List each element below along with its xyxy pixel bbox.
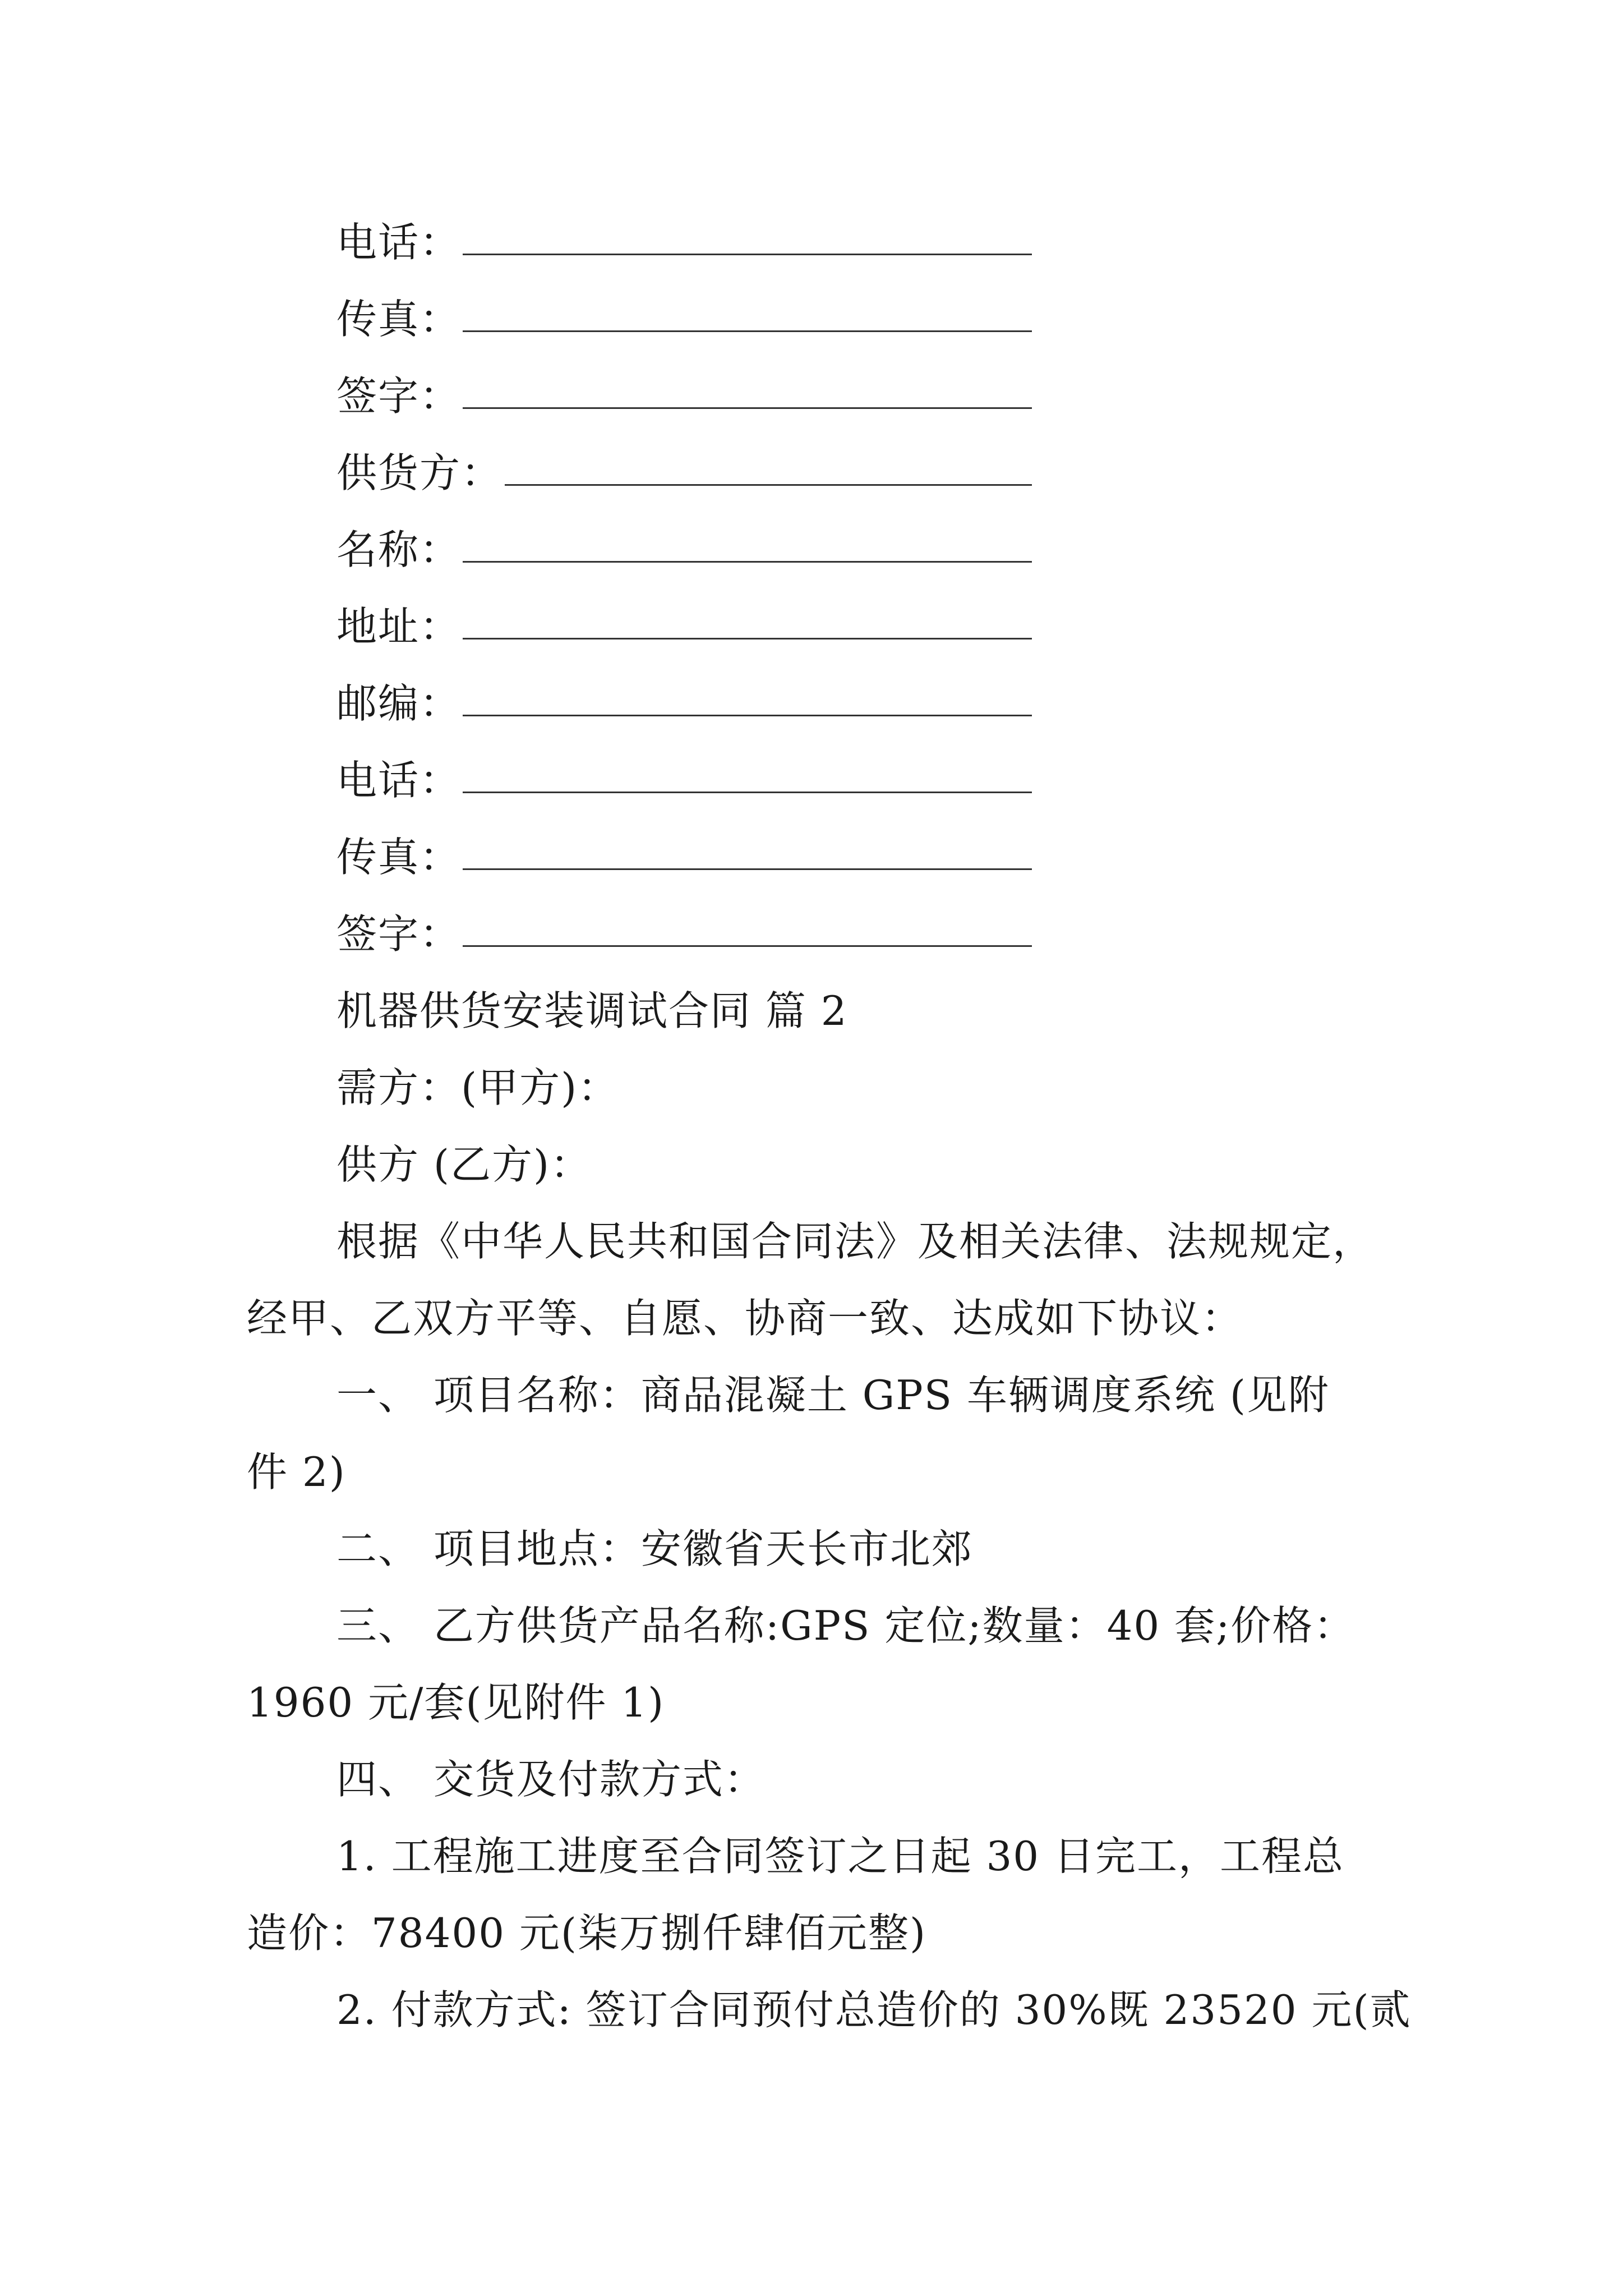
field-supplier [336,445,502,501]
blank-line [463,945,1032,947]
field-name [336,522,461,578]
demand-party-line: 需方：(甲方)： [336,1064,620,1111]
field-phone-1 [336,214,461,270]
blank-line [463,561,1032,563]
field-label: 电话： [336,219,462,266]
field-label: 电话： [336,757,462,804]
item-2: 二、 项目地点：安徽省天长市北郊 [336,1525,973,1572]
supply-party-line: 供方 (乙方)： [336,1141,592,1188]
field-signature-1 [336,368,461,424]
blank-line [463,868,1032,870]
item-1-line-2: 件 2) [247,1448,346,1496]
item-4: 四、 交货及付款方式： [336,1756,766,1803]
blank-line [463,792,1032,793]
clause-2-line-1: 2. 付款方式: 签订合同预付总造价的 30%既 23520 元(贰 [336,1986,1412,2033]
intro-paragraph-line-2: 经甲、乙双方平等、自愿、协商一致、达成如下协议： [247,1295,1243,1342]
field-label: 传真： [336,834,462,881]
field-fax-2 [336,829,461,885]
field-label: 地址： [336,603,462,650]
field-label: 签字： [336,372,462,420]
section-heading: 机器供货安装调试合同 篇 2 [336,987,848,1034]
intro-paragraph-line-1: 根据《中华人民共和国合同法》及相关法律、法规规定， [336,1218,1375,1265]
clause-1-line-2: 造价：78400 元(柒万捌仟肆佰元整) [247,1910,927,1957]
blank-line [463,407,1032,409]
item-3-line-2: 1960 元/套(见附件 1) [247,1679,665,1726]
field-label: 传真： [336,296,462,343]
field-label: 邮编： [336,680,462,727]
blank-line [505,484,1032,486]
blank-line [463,330,1032,332]
item-3-line-1: 三、 乙方供货产品名称:GPS 定位;数量：40 套;价格： [336,1602,1355,1649]
clause-1-line-1: 1. 工程施工进度至合同签订之日起 30 日完工，工程总 [336,1833,1344,1880]
field-fax-1 [336,291,461,347]
field-signature-2 [336,906,461,962]
field-address [336,599,461,655]
field-label: 名称： [336,526,462,573]
field-label: 供货方： [336,449,503,496]
blank-line [463,254,1032,255]
field-phone-2 [336,752,461,808]
blank-line [463,638,1032,639]
field-postcode [336,675,461,731]
blank-line [463,715,1032,716]
item-1-line-1: 一、 项目名称：商品混凝土 GPS 车辆调度系统 (见附 [336,1372,1330,1419]
field-label: 签字： [336,910,462,958]
